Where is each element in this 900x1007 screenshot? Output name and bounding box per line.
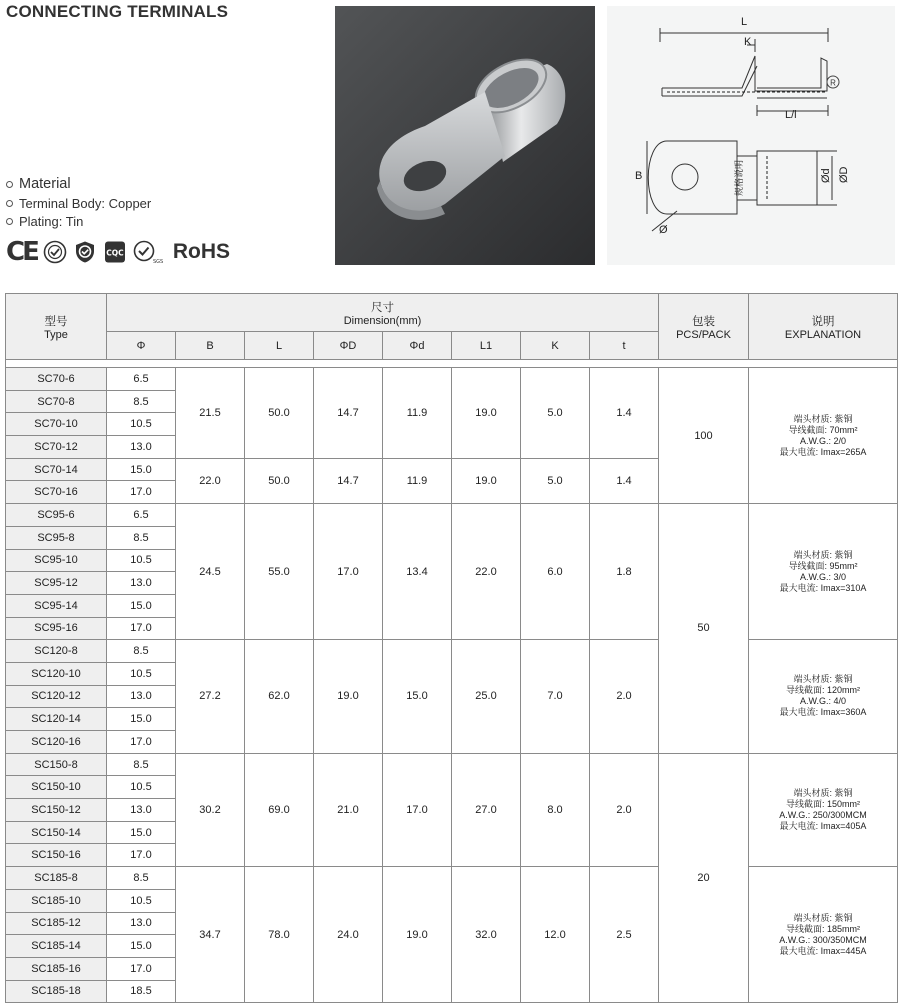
cell-L1: 32.0 [452,867,521,1003]
cell-explanation [749,753,898,866]
explanation-line: A.W.G.: 4/0 [799,696,846,707]
explanation-line: 导线截面: 95mm² [788,560,858,571]
explanation-line: 端头材质: 紫铜 [793,674,853,685]
cell-t: 2.0 [590,640,659,753]
cell-L: 78.0 [245,867,314,1003]
cell-phi: 13.0 [107,572,176,595]
cell-L1: 19.0 [452,368,521,459]
cell-K: 6.0 [521,504,590,640]
cell-type: SC95-6 [6,504,107,527]
cell-phi: 17.0 [107,844,176,867]
cell-type: SC120-10 [6,662,107,685]
explanation-line: 端头材质: 紫铜 [793,413,853,424]
header-explanation-zh: 说明 [811,315,835,328]
cell-phi: 13.0 [107,799,176,822]
quality-shield-icon [73,240,97,264]
sgs-label: SGS [152,259,163,264]
header-explanation [749,294,898,360]
cell-type: SC185-12 [6,912,107,935]
explanation-line: 最大电流: Imax=310A [779,582,867,593]
cell-phi: 15.0 [107,821,176,844]
cell-type: SC185-16 [6,957,107,980]
col-header: Φd [383,332,452,360]
gap-cell [6,360,898,368]
explanation-line: 导线截面: 150mm² [785,798,860,809]
cell-D-outer: 24.0 [314,867,383,1003]
cell-K: 12.0 [521,867,590,1003]
cell-type: SC120-8 [6,640,107,663]
cell-type: SC150-14 [6,821,107,844]
col-header: Φ [107,332,176,360]
cell-type: SC70-6 [6,368,107,391]
rohs-mark: RoHS [172,240,231,263]
cell-t: 1.4 [590,458,659,503]
cell-phi: 15.0 [107,458,176,481]
header-dimension-zh: 尺寸 [371,301,394,314]
cell-phi: 8.5 [107,390,176,413]
material-item-label: Terminal Body: Copper [19,195,152,211]
cell-d-inner: 11.9 [383,458,452,503]
cell-phi: 17.0 [107,481,176,504]
dimension-label-L1: L/l [785,109,797,121]
cell-phi: 18.5 [107,980,176,1003]
cell-type: SC95-10 [6,549,107,572]
cell-phi: 17.0 [107,617,176,640]
cell-B: 21.5 [176,368,245,459]
product-photo [335,6,595,265]
drawing-label-text: 规格说明 [734,159,744,196]
dimension-label-B: B [635,170,643,182]
explanation-line: 最大电流: Imax=445A [779,945,867,956]
cell-t: 2.0 [590,753,659,866]
cell-type: SC185-10 [6,889,107,912]
cell-D-outer: 17.0 [314,504,383,640]
cell-phi: 13.0 [107,685,176,708]
table-row [6,504,898,527]
cell-type: SC185-8 [6,867,107,890]
material-heading-row [6,174,151,194]
cell-phi: 15.0 [107,935,176,958]
cell-type: SC70-14 [6,458,107,481]
cell-phi: 13.0 [107,912,176,935]
cell-type: SC95-14 [6,594,107,617]
cell-type: SC120-12 [6,685,107,708]
cell-type: SC95-12 [6,572,107,595]
cell-L: 50.0 [245,368,314,459]
cell-phi: 13.0 [107,436,176,459]
dimension-label-K: K [744,36,752,48]
explanation-line: 端头材质: 紫铜 [793,787,853,798]
sgs-mark-icon [133,240,163,264]
cell-type: SC70-10 [6,413,107,436]
material-list [6,174,151,231]
header-explanation-en: EXPLANATION [784,328,862,341]
cell-phi: 8.5 [107,753,176,776]
cell-d-inner: 11.9 [383,368,452,459]
cell-phi: 6.5 [107,504,176,527]
cell-type: SC150-8 [6,753,107,776]
cell-pack: 100 [659,368,749,504]
material-item [6,213,151,232]
material-heading: Material [19,176,71,192]
table-row [6,753,898,776]
cell-phi: 8.5 [107,640,176,663]
cell-K: 5.0 [521,458,590,503]
cell-type: SC150-16 [6,844,107,867]
explanation-line: A.W.G.: 250/300MCM [779,809,867,820]
explanation-line: 导线截面: 70mm² [788,424,858,435]
bullet-icon [6,200,13,207]
cell-D-outer: 21.0 [314,753,383,866]
bullet-icon [6,218,13,225]
cell-K: 8.0 [521,753,590,866]
header-pack-en: PCS/PACK [676,328,731,341]
cell-phi: 10.5 [107,413,176,436]
explanation-line: A.W.G.: 3/0 [799,571,846,582]
svg-text:CQC: CQC [106,248,124,258]
cell-K: 7.0 [521,640,590,753]
explanation-line: 最大电流: Imax=265A [779,446,867,457]
bullet-icon [6,181,13,188]
cell-type: SC185-18 [6,980,107,1003]
table-row [6,640,898,663]
cell-L: 50.0 [245,458,314,503]
header-dimension-en: Dimension(mm) [343,314,422,327]
material-item-label: Plating: Tin [19,214,84,230]
cell-D-outer: 14.7 [314,458,383,503]
dimension-label-phi: Ø [659,224,668,236]
col-header: ΦD [314,332,383,360]
cell-D-outer: 14.7 [314,368,383,459]
cell-type: SC150-12 [6,799,107,822]
table-row [6,867,898,890]
cell-pack: 20 [659,753,749,1003]
cell-L: 55.0 [245,504,314,640]
registered-mark: R [830,78,836,88]
cell-B: 27.2 [176,640,245,753]
certification-logos [6,236,230,268]
cell-pack: 50 [659,504,749,754]
certification-seal-icon [43,240,67,264]
header-type [6,294,107,360]
cell-type: SC120-14 [6,708,107,731]
cell-phi: 8.5 [107,526,176,549]
cell-L1: 25.0 [452,640,521,753]
header-dimension [107,294,659,332]
cell-B: 30.2 [176,753,245,866]
header-pack-zh: 包装 [692,315,715,328]
cell-d-inner: 19.0 [383,867,452,1003]
cqc-mark-icon [103,240,127,264]
cell-explanation [749,867,898,1003]
cell-t: 1.8 [590,504,659,640]
cell-phi: 15.0 [107,708,176,731]
cell-phi: 15.0 [107,594,176,617]
cell-explanation [749,640,898,753]
cell-B: 34.7 [176,867,245,1003]
dimension-label-d: Ød [820,168,832,183]
cell-type: SC70-8 [6,390,107,413]
explanation-line: 端头材质: 紫铜 [793,549,853,560]
cell-type: SC95-16 [6,617,107,640]
col-header: L [245,332,314,360]
col-header: B [176,332,245,360]
cell-type: SC150-10 [6,776,107,799]
cell-L: 62.0 [245,640,314,753]
cell-explanation [749,504,898,640]
dimension-label-L: L [741,16,748,28]
cell-type: SC120-16 [6,731,107,754]
table-header-row [6,294,898,332]
dimension-label-D: ØD [838,166,850,183]
cell-explanation [749,368,898,504]
cell-phi: 10.5 [107,776,176,799]
cell-phi: 17.0 [107,957,176,980]
header-gap [6,360,898,368]
cell-phi: 10.5 [107,662,176,685]
explanation-line: 端头材质: 紫铜 [793,912,853,923]
cell-L: 69.0 [245,753,314,866]
cell-d-inner: 17.0 [383,753,452,866]
cell-t: 2.5 [590,867,659,1003]
cell-L1: 19.0 [452,458,521,503]
table-body [6,368,898,1003]
col-header: L1 [452,332,521,360]
cell-type: SC70-12 [6,436,107,459]
explanation-line: A.W.G.: 2/0 [799,435,846,446]
explanation-line: 导线截面: 185mm² [785,923,860,934]
cell-type: SC95-8 [6,526,107,549]
page-title: CONNECTING TERMINALS [6,2,229,21]
cell-phi: 10.5 [107,889,176,912]
cell-phi: 8.5 [107,867,176,890]
cell-t: 1.4 [590,368,659,459]
cell-L1: 27.0 [452,753,521,866]
explanation-line: 最大电流: Imax=360A [779,707,867,718]
cell-type: SC70-16 [6,481,107,504]
header-type-zh: 型号 [44,315,68,328]
header-pack [659,294,749,360]
material-item [6,194,151,213]
cell-d-inner: 13.4 [383,504,452,640]
specification-table [5,293,898,1003]
ce-mark: CE [6,237,37,267]
cell-phi: 10.5 [107,549,176,572]
cell-type: SC185-14 [6,935,107,958]
cell-B: 24.5 [176,504,245,640]
cell-phi: 6.5 [107,368,176,391]
header-type-en: Type [44,328,68,341]
explanation-line: 导线截面: 120mm² [785,685,860,696]
cell-phi: 17.0 [107,731,176,754]
cell-B: 22.0 [176,458,245,503]
col-header: t [590,332,659,360]
table-row [6,368,898,391]
technical-drawing [607,6,895,265]
cell-d-inner: 15.0 [383,640,452,753]
cell-L1: 22.0 [452,504,521,640]
explanation-line: A.W.G.: 300/350MCM [779,934,867,945]
explanation-line: 最大电流: Imax=405A [779,820,867,831]
col-header: K [521,332,590,360]
cell-D-outer: 19.0 [314,640,383,753]
cell-K: 5.0 [521,368,590,459]
